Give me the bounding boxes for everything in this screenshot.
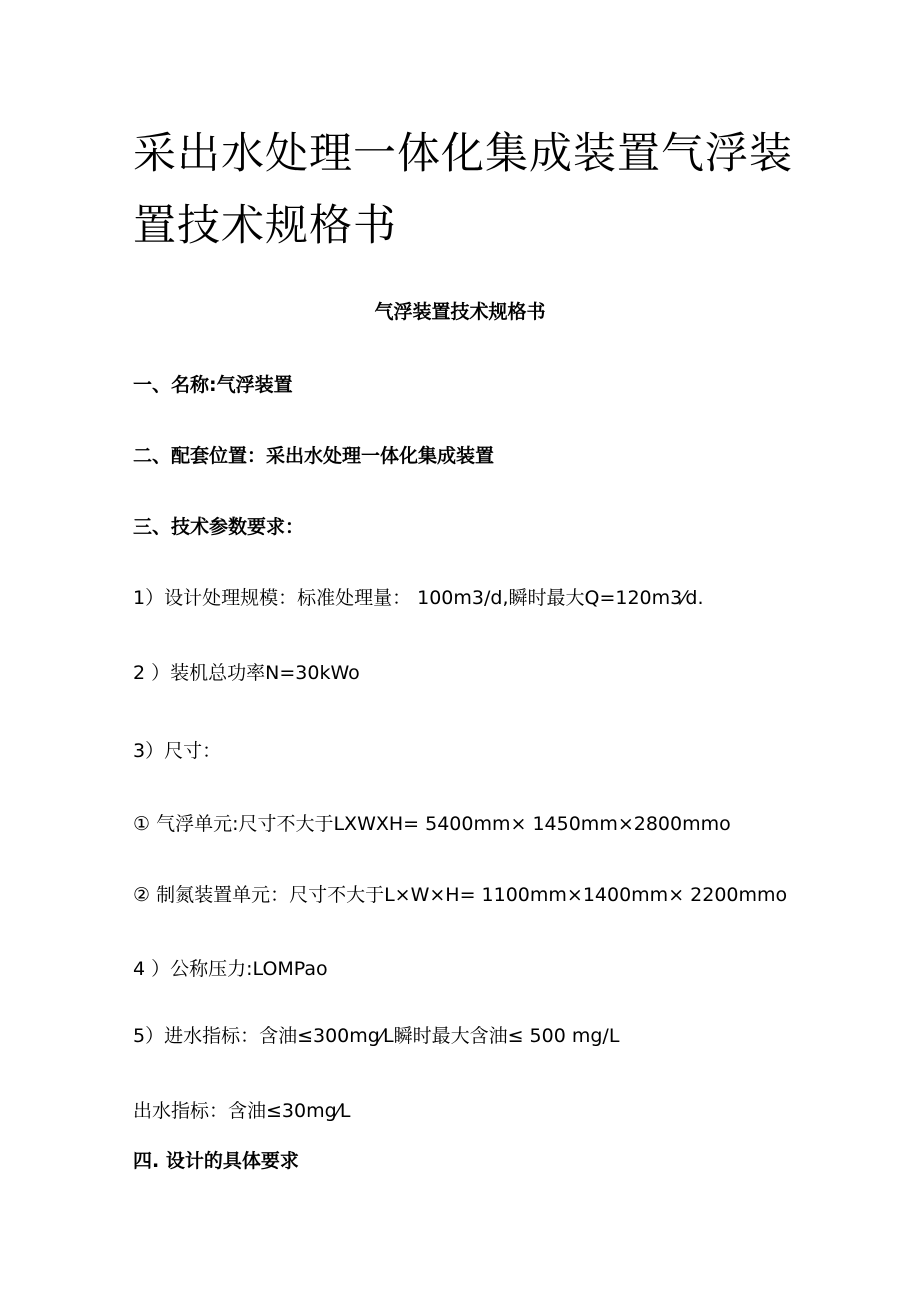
section-name-heading: 一、名称:气浮装置 — [133, 374, 293, 396]
section-params-heading: 三、技术参数要求： — [133, 516, 305, 538]
document-title: 采出水处理一体化集成装置气浮装置技术规格书 — [133, 129, 793, 251]
param-processing-scale: 1）设计处理规模：标准处理量： 100m3/d,瞬时最大Q=120m3⁄d. — [133, 587, 704, 609]
section-location-heading: 二、配套位置：采出水处理一体化集成装置 — [133, 445, 495, 467]
param-total-power: 2 ）装机总功率N=30kWo — [133, 662, 360, 684]
param-inlet-index: 5）进水指标：含油≤300mg⁄L瞬时最大含油≤ 500 mg/L — [133, 1025, 620, 1047]
section-design-heading: 四. 设计的具体要求 — [133, 1150, 299, 1172]
dimension-flotation-unit: ① 气浮单元:尺寸不大于LXWXH= 5400mm× 1450mm×2800mmo — [133, 813, 731, 835]
dimension-nitrogen-unit: ② 制氮装置单元：尺寸不大于L×W×H= 1100mm×1400mm× 2200mmo — [133, 884, 788, 906]
param-dimensions: 3）尺寸： — [133, 740, 222, 762]
document-subtitle: 气浮装置技术规格书 — [374, 301, 546, 323]
param-nominal-pressure: 4 ）公称压力:LOMPao — [133, 958, 328, 980]
param-outlet-index: 出水指标：含油≤30mg⁄L — [133, 1100, 351, 1122]
